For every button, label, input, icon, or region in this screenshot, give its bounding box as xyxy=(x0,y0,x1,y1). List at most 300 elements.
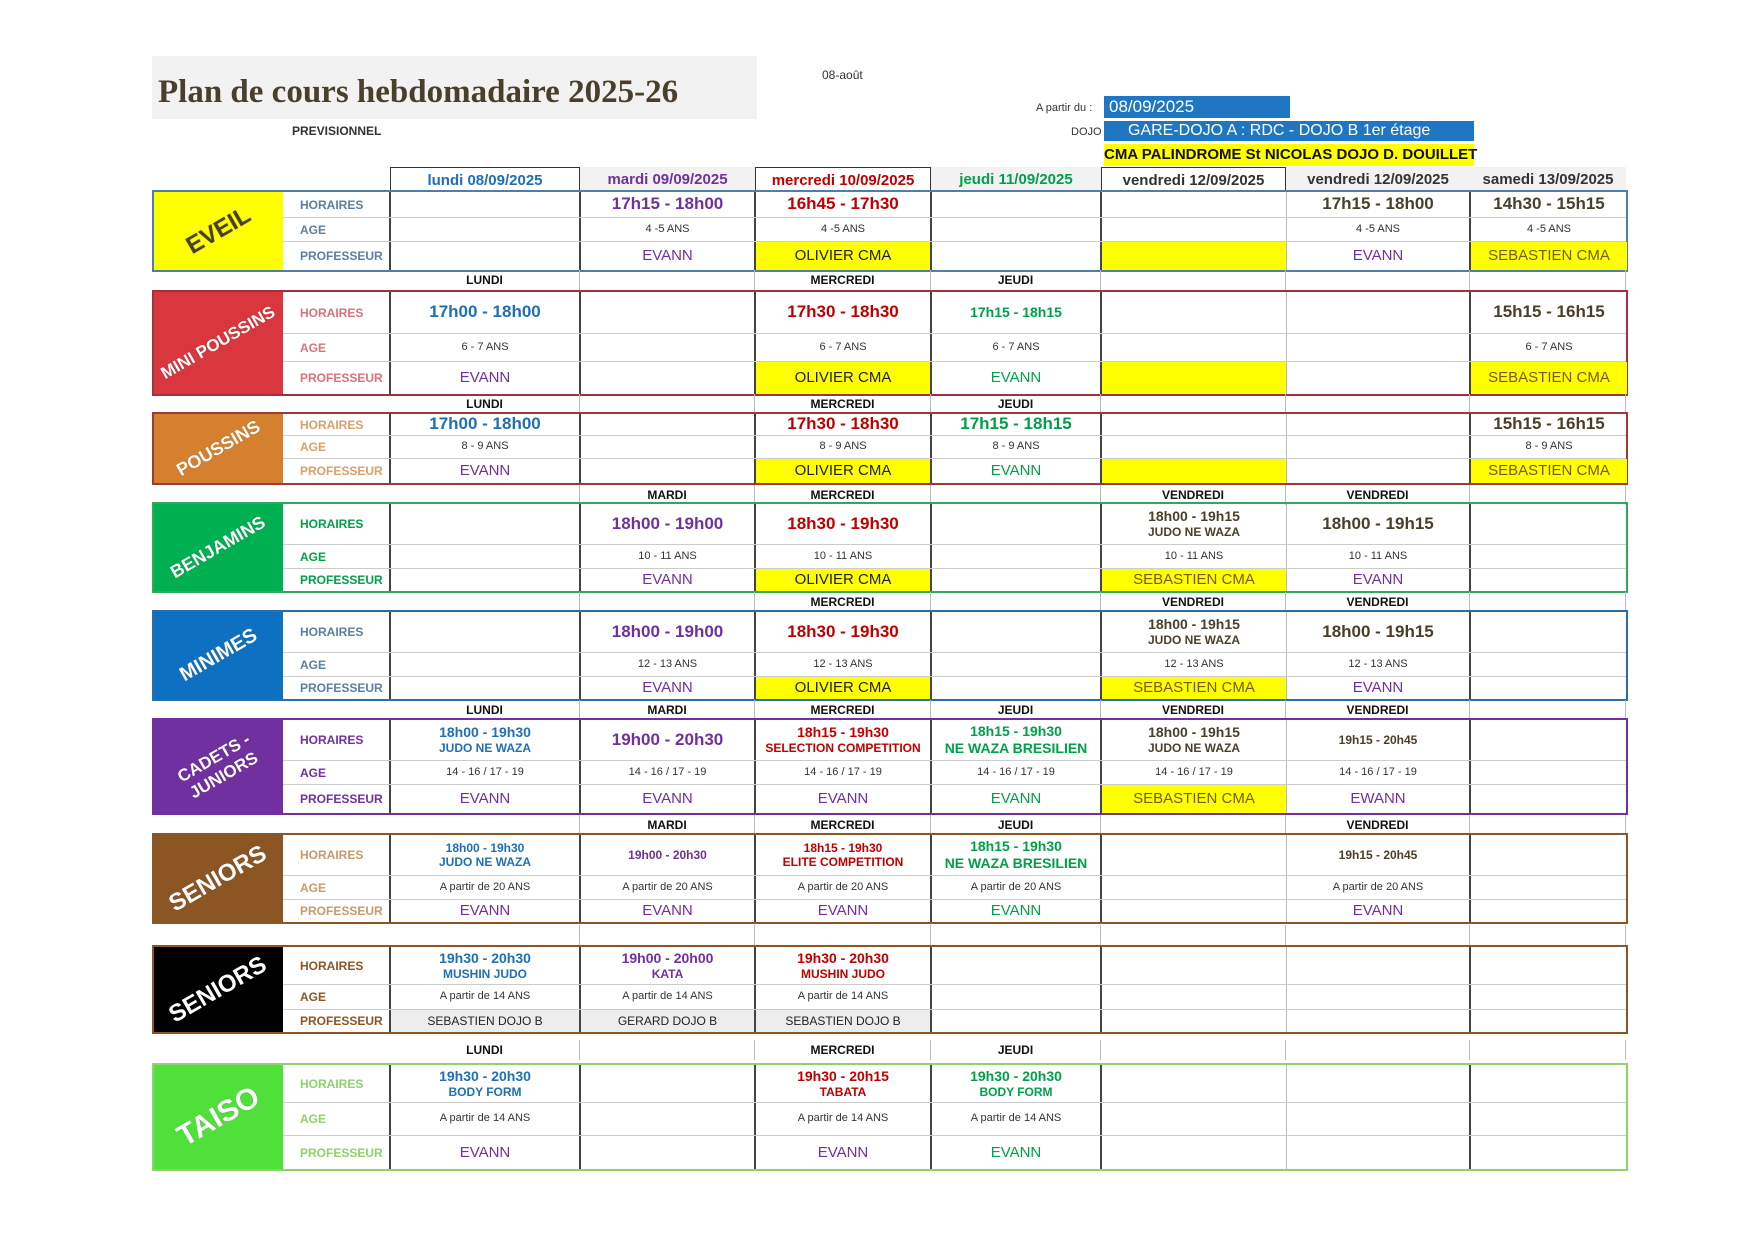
schedule-cell xyxy=(756,192,932,217)
age-range: A partir de 14 ANS xyxy=(622,990,713,1003)
age-range: 12 - 13 ANS xyxy=(1164,657,1224,670)
schedule-cell xyxy=(581,436,756,458)
teacher-name: EVANN xyxy=(459,369,511,386)
teacher-name: EWANN xyxy=(1350,790,1406,807)
day-label xyxy=(1286,394,1470,414)
class-type: JUDO NE WAZA xyxy=(1147,741,1240,756)
schedule-cell xyxy=(932,785,1102,813)
day-label xyxy=(1101,270,1286,290)
teacher-name: SEBASTIEN CMA xyxy=(1133,679,1255,696)
row-label-professeur: PROFESSEUR xyxy=(283,569,391,591)
age-range: 4 -5 ANS xyxy=(820,222,866,235)
day-header-3: jeudi 11/09/2025 xyxy=(931,167,1101,191)
schedule-cell xyxy=(932,761,1102,784)
schedule-cell xyxy=(391,900,581,922)
class-time: 19h00 - 20h30 xyxy=(628,847,707,862)
class-type: ELITE COMPETITION xyxy=(782,855,904,869)
teacher-name: SEBASTIEN CMA xyxy=(1488,462,1610,479)
class-time: 18h00 - 19h00 xyxy=(611,621,724,641)
row-label-professeur: PROFESSEUR xyxy=(283,242,391,270)
schedule-cell xyxy=(1287,1103,1471,1135)
schedule-cell xyxy=(756,218,932,241)
schedule-cell xyxy=(581,612,756,652)
row-age xyxy=(283,985,1626,1010)
class-time: 15h15 - 16h15 xyxy=(1493,414,1605,434)
from-date-value: 08/09/2025 xyxy=(1104,96,1290,118)
class-type: JUDO NE WAZA xyxy=(438,741,531,756)
schedule-cell xyxy=(391,218,581,241)
category-name: SENIORS xyxy=(164,950,272,1028)
day-label: LUNDI xyxy=(390,1040,580,1060)
day-label xyxy=(1470,592,1626,612)
day-label xyxy=(1470,925,1626,945)
schedule-cell xyxy=(756,1136,932,1169)
schedule-cell xyxy=(391,545,581,568)
schedule-cell xyxy=(1102,414,1287,435)
class-time: 19h15 - 20h45 xyxy=(1338,732,1418,747)
row-label-age: AGE xyxy=(283,985,391,1009)
schedule-cell xyxy=(756,653,932,676)
schedule-cell xyxy=(1471,292,1627,333)
day-label: MERCREDI xyxy=(755,485,931,505)
age-range: A partir de 20 ANS xyxy=(1332,880,1424,893)
class-time: 17h15 - 18h00 xyxy=(1322,194,1434,214)
teacher-name: OLIVIER CMA xyxy=(794,462,892,479)
day-label xyxy=(1286,925,1470,945)
row-professeur xyxy=(283,569,1626,591)
schedule-cell xyxy=(756,292,932,333)
schedule-cell xyxy=(1102,218,1287,241)
day-label: MERCREDI xyxy=(755,394,931,414)
class-time: 17h15 - 18h15 xyxy=(960,414,1072,434)
row-label-professeur: PROFESSEUR xyxy=(283,1010,391,1032)
schedule-cell xyxy=(1287,985,1471,1009)
age-range: 14 - 16 / 17 - 19 xyxy=(628,765,707,778)
schedule-cell xyxy=(391,414,581,435)
schedule-cell xyxy=(581,1065,756,1102)
subtitle: PREVISIONNEL xyxy=(292,124,382,138)
class-type: MUSHIN JUDO xyxy=(442,966,527,981)
schedule-cell xyxy=(932,414,1102,435)
row-label-professeur: PROFESSEUR xyxy=(283,900,391,922)
schedule-cell xyxy=(1471,985,1627,1009)
class-time: 19h15 - 20h45 xyxy=(1338,847,1418,862)
schedule-cell xyxy=(581,876,756,899)
schedule-cell xyxy=(1287,334,1471,361)
day-label xyxy=(931,592,1101,612)
schedule-cell xyxy=(581,1103,756,1135)
schedule-cell xyxy=(756,1010,932,1032)
schedule-cell xyxy=(932,1010,1102,1032)
schedule-cell xyxy=(1102,947,1287,984)
day-label xyxy=(580,592,755,612)
category-label-cell xyxy=(154,504,283,591)
schedule-cell xyxy=(391,192,581,217)
row-label-horaires: HORAIRES xyxy=(283,504,391,544)
schedule-cell xyxy=(1287,720,1471,760)
row-professeur xyxy=(283,1136,1626,1169)
class-time: 17h15 - 18h00 xyxy=(611,194,724,214)
class-time: 19h00 - 20h30 xyxy=(611,729,724,749)
page-title: Plan de cours hebdomadaire 2025-26 xyxy=(158,74,679,110)
row-label-age: AGE xyxy=(283,436,391,458)
age-range: 10 - 11 ANS xyxy=(1164,549,1224,562)
class-type: NE WAZA BRESILIEN xyxy=(944,740,1088,756)
day-label: VENDREDI xyxy=(1286,592,1470,612)
teacher-name: SEBASTIEN DOJO B xyxy=(785,1013,901,1028)
row-horaires xyxy=(283,947,1626,985)
schedule-cell xyxy=(1471,785,1627,813)
schedule-cell xyxy=(1471,334,1627,361)
age-range: 10 - 11 ANS xyxy=(638,549,697,562)
age-range: 6 - 7 ANS xyxy=(461,340,509,353)
schedule-cell xyxy=(391,985,581,1009)
row-label-age: AGE xyxy=(283,218,391,241)
schedule-cell xyxy=(391,362,581,394)
category-name: MINI POUSSINS xyxy=(157,302,279,383)
schedule-cell xyxy=(391,1136,581,1169)
class-time: 17h00 - 18h00 xyxy=(429,302,541,322)
schedule-cell xyxy=(756,414,932,435)
schedule-cell xyxy=(581,504,756,544)
schedule-cell xyxy=(1102,242,1287,270)
day-label: LUNDI xyxy=(390,394,580,414)
teacher-name: EVANN xyxy=(642,247,693,264)
row-horaires xyxy=(283,720,1626,761)
schedule-cell xyxy=(932,1136,1102,1169)
row-age xyxy=(283,334,1626,362)
day-label: VENDREDI xyxy=(1101,592,1286,612)
row-age xyxy=(283,876,1626,900)
day-label xyxy=(1101,394,1286,414)
day-header-5: vendredi 12/09/2025 xyxy=(1286,167,1470,191)
class-time: 18h00 - 19h15 xyxy=(1148,616,1240,633)
row-label-age: AGE xyxy=(283,334,391,361)
day-label-row xyxy=(152,1040,1628,1060)
schedule-cell xyxy=(756,761,932,784)
row-label-horaires: HORAIRES xyxy=(283,1065,391,1102)
schedule-cell xyxy=(581,362,756,394)
day-header-1: mardi 09/09/2025 xyxy=(580,167,755,191)
schedule-cell xyxy=(581,218,756,241)
class-type: JUDO NE WAZA xyxy=(1147,525,1240,540)
schedule-cell xyxy=(756,835,932,875)
category-name: EVEIL xyxy=(181,201,256,260)
class-time: 18h15 - 19h30 xyxy=(803,840,883,855)
schedule-cell xyxy=(932,947,1102,984)
schedule-cell xyxy=(1102,985,1287,1009)
schedule-cell xyxy=(756,334,932,361)
teacher-name: OLIVIER CMA xyxy=(794,369,892,386)
row-label-horaires: HORAIRES xyxy=(283,612,391,652)
day-label-row xyxy=(152,394,1628,414)
teacher-name: EVANN xyxy=(990,902,1042,919)
age-range: 14 - 16 / 17 - 19 xyxy=(1339,765,1417,778)
day-label xyxy=(390,592,580,612)
row-label-horaires: HORAIRES xyxy=(283,292,391,333)
schedule-cell xyxy=(1287,1065,1471,1102)
schedule-cell xyxy=(391,459,581,483)
schedule-cell xyxy=(1471,653,1627,676)
category-block xyxy=(152,610,1628,701)
row-professeur xyxy=(283,362,1626,394)
schedule-cell xyxy=(932,459,1102,483)
class-time: 18h15 - 19h30 xyxy=(970,838,1062,855)
schedule-cell xyxy=(932,653,1102,676)
day-label: MERCREDI xyxy=(755,1040,931,1060)
class-time: 18h30 - 19h30 xyxy=(787,621,899,641)
schedule-cell xyxy=(1287,1136,1471,1169)
schedule-cell xyxy=(1471,362,1627,394)
from-label: A partir du : xyxy=(1036,102,1093,114)
row-age xyxy=(283,1103,1626,1136)
day-header-4: vendredi 12/09/2025 xyxy=(1101,167,1286,191)
class-time: 19h00 - 20h00 xyxy=(621,949,714,966)
class-type: SELECTION COMPETITION xyxy=(765,741,921,756)
class-time: 16h45 - 17h30 xyxy=(787,194,899,214)
day-label-row xyxy=(152,815,1628,835)
row-horaires xyxy=(283,1065,1626,1103)
schedule-cell xyxy=(1471,436,1627,458)
teacher-name: EVANN xyxy=(642,571,693,588)
schedule-cell xyxy=(932,1103,1102,1135)
schedule-cell xyxy=(932,292,1102,333)
schedule-cell xyxy=(391,569,581,591)
day-label: MARDI xyxy=(580,700,755,720)
schedule-cell xyxy=(1471,414,1627,435)
day-header-6: samedi 13/09/2025 xyxy=(1470,167,1626,191)
class-time: 14h30 - 15h15 xyxy=(1493,194,1605,214)
category-label-cell xyxy=(154,720,283,813)
schedule-cell xyxy=(391,436,581,458)
category-name: POUSSINS xyxy=(172,416,264,480)
schedule-cell xyxy=(1471,876,1627,899)
schedule-cell xyxy=(1287,785,1471,813)
teacher-name: EVANN xyxy=(1352,902,1404,919)
schedule-cell xyxy=(581,1136,756,1169)
age-range: 4 -5 ANS xyxy=(1355,222,1401,235)
row-label-age: AGE xyxy=(283,653,391,676)
day-label: JEUDI xyxy=(931,815,1101,835)
day-label xyxy=(1101,1040,1286,1060)
schedule-cell xyxy=(1102,334,1287,361)
day-label xyxy=(1470,815,1626,835)
teacher-name: EVANN xyxy=(1352,247,1404,264)
schedule-cell xyxy=(932,677,1102,699)
schedule-cell xyxy=(581,835,756,875)
class-type: JUDO NE WAZA xyxy=(438,855,531,869)
category-name: BENJAMINS xyxy=(167,511,270,583)
category-label-cell xyxy=(154,612,283,699)
day-label: JEUDI xyxy=(931,1040,1101,1060)
schedule-cell xyxy=(581,947,756,984)
schedule-cell xyxy=(581,720,756,760)
row-professeur xyxy=(283,242,1626,270)
schedule-cell xyxy=(932,876,1102,899)
row-label-professeur: PROFESSEUR xyxy=(283,362,391,394)
age-range: 14 - 16 / 17 - 19 xyxy=(804,765,882,778)
class-time: 15h15 - 16h15 xyxy=(1493,302,1605,322)
teacher-name: EVANN xyxy=(817,790,869,807)
age-range: A partir de 14 ANS xyxy=(439,1112,531,1125)
day-label xyxy=(1101,815,1286,835)
class-time: 19h30 - 20h30 xyxy=(439,949,531,966)
row-horaires xyxy=(283,504,1626,545)
schedule-cell xyxy=(932,218,1102,241)
age-range: 12 - 13 ANS xyxy=(637,657,698,670)
class-time: 18h00 - 19h30 xyxy=(445,840,525,855)
schedule-cell xyxy=(1471,569,1627,591)
schedule-cell xyxy=(1471,1065,1627,1102)
schedule-cell xyxy=(391,292,581,333)
schedule-cell xyxy=(1471,900,1627,922)
schedule-cell xyxy=(756,900,932,922)
schedule-cell xyxy=(1102,1065,1287,1102)
class-type: MUSHIN JUDO xyxy=(800,966,885,981)
schedule-cell xyxy=(1287,459,1471,483)
category-name: CADETS - JUNIORS xyxy=(173,729,261,802)
teacher-name: EVANN xyxy=(459,462,511,479)
class-time: 17h00 - 18h00 xyxy=(429,414,541,434)
day-label: MERCREDI xyxy=(755,815,931,835)
row-label-age: AGE xyxy=(283,545,391,568)
schedule-cell xyxy=(1287,362,1471,394)
schedule-cell xyxy=(581,569,756,591)
schedule-cell xyxy=(391,334,581,361)
day-label xyxy=(1470,1040,1626,1060)
age-range: 6 - 7 ANS xyxy=(819,340,867,353)
day-label: VENDREDI xyxy=(1101,485,1286,505)
teacher-name: SEBASTIEN DOJO B xyxy=(427,1013,543,1028)
teacher-name: EVANN xyxy=(990,1143,1042,1161)
schedule-cell xyxy=(756,1103,932,1135)
schedule-cell xyxy=(391,504,581,544)
row-age xyxy=(283,653,1626,677)
schedule-cell xyxy=(1287,242,1471,270)
schedule-cell xyxy=(756,947,932,984)
schedule-cell xyxy=(932,612,1102,652)
day-label: MARDI xyxy=(580,485,755,505)
schedule-cell xyxy=(756,504,932,544)
schedule-cell xyxy=(391,720,581,760)
age-range: A partir de 20 ANS xyxy=(970,880,1062,893)
schedule-cell xyxy=(1102,545,1287,568)
schedule-cell xyxy=(391,612,581,652)
teacher-name: EVANN xyxy=(642,679,693,696)
schedule-cell xyxy=(1102,900,1287,922)
schedule-cell xyxy=(756,242,932,270)
teacher-name: EVANN xyxy=(459,902,511,919)
teacher-name: OLIVIER CMA xyxy=(794,571,892,588)
schedule-cell xyxy=(581,900,756,922)
category-block xyxy=(152,718,1628,815)
schedule-cell xyxy=(932,835,1102,875)
age-range: 14 - 16 / 17 - 19 xyxy=(446,765,524,778)
age-range: A partir de 14 ANS xyxy=(797,990,889,1003)
row-label-horaires: HORAIRES xyxy=(283,192,391,217)
schedule-cell xyxy=(1287,677,1471,699)
day-label xyxy=(1470,700,1626,720)
day-label: VENDREDI xyxy=(1286,700,1470,720)
day-label: MERCREDI xyxy=(755,700,931,720)
category-block xyxy=(152,1063,1628,1171)
age-range: A partir de 14 ANS xyxy=(797,1112,889,1125)
teacher-name: EVANN xyxy=(990,790,1042,807)
age-range: A partir de 20 ANS xyxy=(797,880,889,893)
schedule-cell xyxy=(1287,218,1471,241)
schedule-cell xyxy=(1287,947,1471,984)
age-range: A partir de 14 ANS xyxy=(439,990,531,1003)
category-name: MINIMES xyxy=(175,624,261,686)
class-time: 19h30 - 20h30 xyxy=(970,1067,1062,1084)
class-time: 18h30 - 19h30 xyxy=(787,513,899,533)
class-time: 18h00 - 19h00 xyxy=(611,513,724,533)
schedule-cell xyxy=(756,785,932,813)
schedule-cell xyxy=(1102,835,1287,875)
schedule-cell xyxy=(932,334,1102,361)
schedule-cell xyxy=(391,835,581,875)
schedule-cell xyxy=(932,985,1102,1009)
age-range: A partir de 14 ANS xyxy=(970,1112,1062,1125)
schedule-cell xyxy=(1287,192,1471,217)
schedule-cell xyxy=(932,545,1102,568)
age-range: 8 - 9 ANS xyxy=(1525,440,1573,453)
row-label-age: AGE xyxy=(283,761,391,784)
row-label-age: AGE xyxy=(283,1103,391,1135)
schedule-cell xyxy=(1287,761,1471,784)
schedule-cell xyxy=(1287,292,1471,333)
class-type: TABATA xyxy=(819,1084,867,1099)
schedule-cell xyxy=(1102,677,1287,699)
row-label-professeur: PROFESSEUR xyxy=(283,785,391,813)
class-time: 18h15 - 19h30 xyxy=(797,724,889,741)
class-time: 18h00 - 19h15 xyxy=(1322,621,1434,641)
row-professeur xyxy=(283,1010,1626,1032)
category-label-cell xyxy=(154,947,283,1032)
schedule-cell xyxy=(1102,785,1287,813)
day-label xyxy=(1470,270,1626,290)
schedule-cell xyxy=(756,985,932,1009)
schedule-cell xyxy=(932,192,1102,217)
row-label-horaires: HORAIRES xyxy=(283,720,391,760)
class-time: 18h00 - 19h30 xyxy=(439,724,531,741)
schedule-cell xyxy=(581,242,756,270)
schedule-cell xyxy=(581,334,756,361)
day-label xyxy=(1286,1040,1470,1060)
day-header-0: lundi 08/09/2025 xyxy=(390,167,580,191)
row-professeur xyxy=(283,677,1626,699)
schedule-cell xyxy=(1287,436,1471,458)
schedule-cell xyxy=(581,192,756,217)
dojo-value: GARE-DOJO A : RDC - DOJO B 1er étage xyxy=(1104,121,1474,141)
schedule-cell xyxy=(391,653,581,676)
age-range: A partir de 20 ANS xyxy=(439,880,531,893)
schedule-cell xyxy=(1471,504,1627,544)
class-time: 18h00 - 19h15 xyxy=(1148,724,1240,741)
schedule-cell xyxy=(932,569,1102,591)
schedule-cell xyxy=(1471,545,1627,568)
teacher-name: SEBASTIEN CMA xyxy=(1488,369,1610,386)
schedule-cell xyxy=(1471,612,1627,652)
schedule-cell xyxy=(391,1010,581,1032)
row-age xyxy=(283,545,1626,569)
schedule-cell xyxy=(1471,1103,1627,1135)
teacher-name: SEBASTIEN CMA xyxy=(1133,571,1255,588)
schedule-cell xyxy=(1287,900,1471,922)
class-type: BODY FORM xyxy=(979,1084,1053,1099)
day-label: MARDI xyxy=(580,815,755,835)
schedule-cell xyxy=(1287,835,1471,875)
